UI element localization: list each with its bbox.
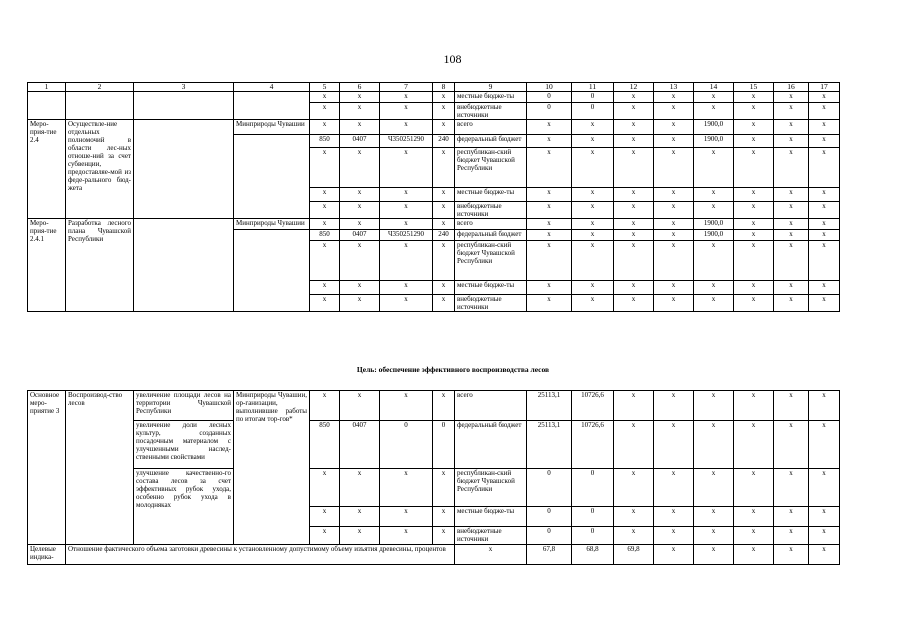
funding-value: х [774,103,809,120]
funding-value: х [614,219,654,230]
funding-value: х [654,507,694,527]
budget-code: х [310,219,340,230]
funding-value: х [694,241,734,281]
table-row [28,219,840,230]
budget-code: х [340,295,380,312]
budget-code: х [433,92,455,103]
funding-value: х [694,295,734,312]
budget-code: х [310,148,340,188]
funding-value: х [774,92,809,103]
budget-code: х [340,148,380,188]
funding-value: х [527,135,572,148]
budget-code: х [340,281,380,295]
funding-value: х [694,281,734,295]
funding-value: х [694,421,734,469]
budget-code: х [380,103,433,120]
budget-code: 850 [310,230,340,241]
budget-code: х [340,241,380,281]
budget-code: х [380,295,433,312]
funding-value: х [809,421,840,469]
funding-value: х [774,241,809,281]
funding-value: х [809,148,840,188]
funding-value: х [572,219,614,230]
budget-code: 850 [310,135,340,148]
event-description [66,92,134,120]
funding-value: х [809,219,840,230]
budget-code: х [433,295,455,312]
budget-code: 240 [433,135,455,148]
funding-value: х [654,545,694,565]
funding-value: х [694,103,734,120]
funding-value: 0 [572,92,614,103]
budget-code: х [340,219,380,230]
funding-value: х [734,295,774,312]
budget-code: х [380,507,433,527]
funding-value: х [694,202,734,219]
funding-value: х [734,202,774,219]
funding-value: х [614,188,654,202]
funding-value: х [809,188,840,202]
funding-source: внебюджетные источники [455,295,527,312]
funding-value: х [694,545,734,565]
funding-value: х [654,92,694,103]
event-task [134,92,234,120]
event-task [134,120,234,219]
budget-code: Ч350251290 [380,135,433,148]
header-cell: 14 [694,83,734,92]
funding-value: х [572,120,614,135]
funding-source: федеральный бюджет [455,230,527,241]
funding-value: х [572,281,614,295]
budget-code: х [433,391,455,421]
event-task: улучшение качественно-го состава лесов за счет эффективных рубок ухода, особенно рубок ухода в молодняках [134,469,234,545]
funding-value: х [809,281,840,295]
goal-heading: Цель: обеспечение эффективного воспроизводства лесов [356,365,550,374]
funding-source: всего [455,219,527,230]
funding-value: х [734,469,774,507]
budget-code: х [340,120,380,135]
event-description: Разработка лесного плана Чувашской Республики [66,219,134,312]
funding-source: республикан-ский бюджет Чувашской Республики [455,148,527,188]
funding-value: х [774,421,809,469]
header-cell: 8 [433,83,455,92]
budget-code: х [310,188,340,202]
funding-value: х [654,527,694,545]
funding-value: 0 [527,92,572,103]
funding-value: х [572,148,614,188]
funding-value: 10726,6 [572,391,614,421]
responsible-executor: Минприроды Чувашии, ор-ганизации, выполнившие работы по итогам тор-гов* [234,391,310,545]
header-cell: 17 [809,83,840,92]
funding-source: местные бюдже-ты [455,188,527,202]
funding-value: х [614,230,654,241]
budget-code: х [433,219,455,230]
funding-value: х [734,281,774,295]
event-task: увеличение доли лесных культур, созданных посадочным материалом с улучшенными наслед-ственными свойствами [134,421,234,469]
table-row [28,545,840,565]
page-number: 108 [443,52,462,66]
budget-code: 0 [433,421,455,469]
funding-value: 0 [527,103,572,120]
funding-value: х [774,527,809,545]
funding-value: х [654,391,694,421]
funding-value: х [694,92,734,103]
budget-code: Ч350251290 [380,230,433,241]
funding-value: 0 [527,507,572,527]
funding-value: 0 [527,469,572,507]
event-label: Основное меро-приятие 3 [28,391,66,545]
funding-value: х [614,202,654,219]
funding-value: 25113,1 [527,421,572,469]
table-row [28,391,840,421]
funding-value: х [774,230,809,241]
funding-value: х [809,103,840,120]
funding-value: х [654,469,694,507]
funding-value: х [809,230,840,241]
funding-value: х [809,527,840,545]
funding-value: 67,8 [527,545,572,565]
table-row [28,92,840,103]
funding-source: х [455,545,527,565]
funding-source: федеральный бюджет [455,421,527,469]
budget-code: х [433,241,455,281]
funding-value: х [614,469,654,507]
budget-code: х [380,120,433,135]
header-cell: 15 [734,83,774,92]
responsible-executor-blank [234,135,310,219]
funding-value: х [809,92,840,103]
funding-source: федеральный бюджет [455,135,527,148]
budget-code: 0407 [340,135,380,148]
funding-value: 69,8 [614,545,654,565]
funding-value: 1900,0 [694,219,734,230]
funding-value: х [694,188,734,202]
budget-code: х [380,202,433,219]
budget-code: х [310,92,340,103]
funding-value: х [614,103,654,120]
funding-value: х [572,241,614,281]
funding-value: х [694,527,734,545]
funding-value: х [654,148,694,188]
funding-value: х [734,135,774,148]
funding-value: х [734,230,774,241]
funding-value: х [734,241,774,281]
funding-value: х [774,135,809,148]
funding-value: х [694,469,734,507]
budget-code: х [433,202,455,219]
event-label: Меро-прия-тие 2.4 [28,120,66,219]
budget-code: 0407 [340,421,380,469]
funding-value: х [527,295,572,312]
funding-value: 0 [572,527,614,545]
funding-value: х [774,281,809,295]
funding-value: х [527,120,572,135]
funding-value: х [614,527,654,545]
funding-value: х [774,391,809,421]
header-cell: 13 [654,83,694,92]
funding-value: х [734,103,774,120]
budget-code: х [310,120,340,135]
funding-value: х [654,281,694,295]
event-label [28,92,66,120]
budget-code: х [310,103,340,120]
header-cell: 5 [310,83,340,92]
funding-value: х [572,188,614,202]
funding-value: х [654,202,694,219]
table-row [28,421,840,469]
funding-value: х [694,148,734,188]
funding-value: х [572,135,614,148]
funding-source: всего [455,391,527,421]
funding-value: х [809,295,840,312]
budget-code: 240 [433,230,455,241]
budget-code: х [433,188,455,202]
header-cell: 4 [234,83,310,92]
funding-value: х [734,507,774,527]
funding-value: х [734,219,774,230]
funding-source: внебюджетные источники [455,527,527,545]
funding-value: х [809,135,840,148]
funding-value: х [654,103,694,120]
funding-source: внебюджетные источники [455,103,527,120]
funding-value: 1900,0 [694,135,734,148]
funding-value: х [734,391,774,421]
budget-code: х [433,507,455,527]
funding-value: х [614,507,654,527]
budget-code: х [380,391,433,421]
budget-code: х [380,188,433,202]
funding-value: х [527,202,572,219]
funding-value: х [809,507,840,527]
budget-code: х [340,527,380,545]
funding-value: х [774,295,809,312]
funding-source: республикан-ский бюджет Чувашской Республики [455,241,527,281]
funding-value: х [774,545,809,565]
funding-source: республикан-ский бюджет Чувашской Республики [455,469,527,507]
funding-value: х [614,391,654,421]
funding-value: х [654,188,694,202]
header-cell: 7 [380,83,433,92]
budget-code: х [310,281,340,295]
funding-value: х [734,120,774,135]
budget-code: х [433,120,455,135]
funding-value: х [654,295,694,312]
header-cell: 9 [455,83,527,92]
funding-value: 0 [572,469,614,507]
budget-code: х [380,469,433,507]
funding-value: х [734,188,774,202]
header-cell: 12 [614,83,654,92]
budget-code: х [380,148,433,188]
funding-value: х [734,421,774,469]
funding-value: х [809,545,840,565]
funding-value: х [614,295,654,312]
indicator-label: Целевые индика- [28,545,66,565]
funding-value: х [572,202,614,219]
budget-code: х [433,103,455,120]
funding-value: х [614,281,654,295]
funding-value: х [527,230,572,241]
event-task [134,219,234,312]
budget-code: х [380,527,433,545]
header-cell: 1 [28,83,66,92]
budget-code: х [340,469,380,507]
budget-code: х [310,507,340,527]
funding-value: х [734,148,774,188]
funding-value: 10726,6 [572,421,614,469]
funding-value: 68,8 [572,545,614,565]
funding-value: х [614,135,654,148]
funding-value: х [774,202,809,219]
funding-value: х [654,230,694,241]
budget-code: 850 [310,421,340,469]
funding-value: х [527,148,572,188]
event-label: Меро-прия-тие 2.4.1 [28,219,66,312]
funding-value: х [614,241,654,281]
budget-code: х [340,103,380,120]
budget-code: х [310,241,340,281]
funding-value: 1900,0 [694,120,734,135]
budget-code: х [433,148,455,188]
funding-value: х [527,241,572,281]
header-cell: 6 [340,83,380,92]
budget-code: х [380,241,433,281]
funding-value: х [734,545,774,565]
responsible-executor [234,92,310,120]
budget-code: х [340,92,380,103]
program-table-upper [27,82,840,312]
funding-value: х [527,188,572,202]
funding-value: х [654,421,694,469]
indicator-description: Отношение фактического объема заготовки древесины к установленному допустимому объему изъятия древесины, процентов [66,545,455,565]
funding-value: х [614,421,654,469]
funding-value: х [694,391,734,421]
funding-value: х [809,391,840,421]
responsible-executor: Минприроды Чувашии [234,120,310,135]
budget-code: х [310,469,340,507]
funding-value: х [614,148,654,188]
funding-value: х [774,188,809,202]
header-row [28,83,840,92]
responsible-executor: Минприроды Чувашии [234,219,310,230]
funding-source: местные бюдже-ты [455,507,527,527]
funding-value: х [654,219,694,230]
budget-code: х [310,202,340,219]
header-cell: 11 [572,83,614,92]
table-row [28,120,840,135]
funding-value: 1900,0 [694,230,734,241]
funding-value: х [527,281,572,295]
budget-code: х [380,92,433,103]
funding-value: х [694,507,734,527]
header-cell: 10 [527,83,572,92]
budget-code: х [310,391,340,421]
funding-value: х [572,230,614,241]
funding-value: х [774,507,809,527]
funding-value: х [654,241,694,281]
budget-code: х [340,188,380,202]
funding-value: х [774,148,809,188]
event-task: увеличение площади лесов на территории Чувашской Республики [134,391,234,421]
funding-source: всего [455,120,527,135]
funding-value: х [774,469,809,507]
event-description: Осуществле-ние отдельных полномочий в области лес-ных отноше-ний за счет субвенции, предоставляе-мой из феде-рального бюд-жета [66,120,134,219]
budget-code: х [340,507,380,527]
funding-source: местные бюдже-ты [455,281,527,295]
funding-value: 25113,1 [527,391,572,421]
budget-code: х [340,202,380,219]
funding-value: х [572,295,614,312]
budget-code: х [380,281,433,295]
funding-value: х [654,120,694,135]
funding-value: х [614,120,654,135]
budget-code: 0407 [340,230,380,241]
funding-value: 0 [572,507,614,527]
budget-code: 0 [380,421,433,469]
budget-code: х [340,391,380,421]
funding-value: х [527,219,572,230]
budget-code: х [310,527,340,545]
responsible-executor-blank [234,230,310,312]
funding-value: х [809,469,840,507]
funding-value: х [774,219,809,230]
funding-value: х [734,527,774,545]
funding-value: х [734,92,774,103]
header-cell: 16 [774,83,809,92]
budget-code: х [380,219,433,230]
funding-value: х [614,92,654,103]
table-row [28,469,840,507]
funding-value: х [654,135,694,148]
header-cell: 3 [134,83,234,92]
funding-source: внебюджетные источники [455,202,527,219]
funding-value: х [809,241,840,281]
funding-value: х [809,120,840,135]
budget-code: х [433,527,455,545]
header-cell: 2 [66,83,134,92]
budget-code: х [433,469,455,507]
event-description: Воспроизвод-ство лесов [66,391,134,545]
program-table-lower [27,390,840,565]
funding-value: 0 [527,527,572,545]
budget-code: х [310,295,340,312]
funding-value: х [809,202,840,219]
budget-code: х [433,281,455,295]
funding-source: местные бюдже-ты [455,92,527,103]
funding-value: 0 [572,103,614,120]
funding-value: х [774,120,809,135]
